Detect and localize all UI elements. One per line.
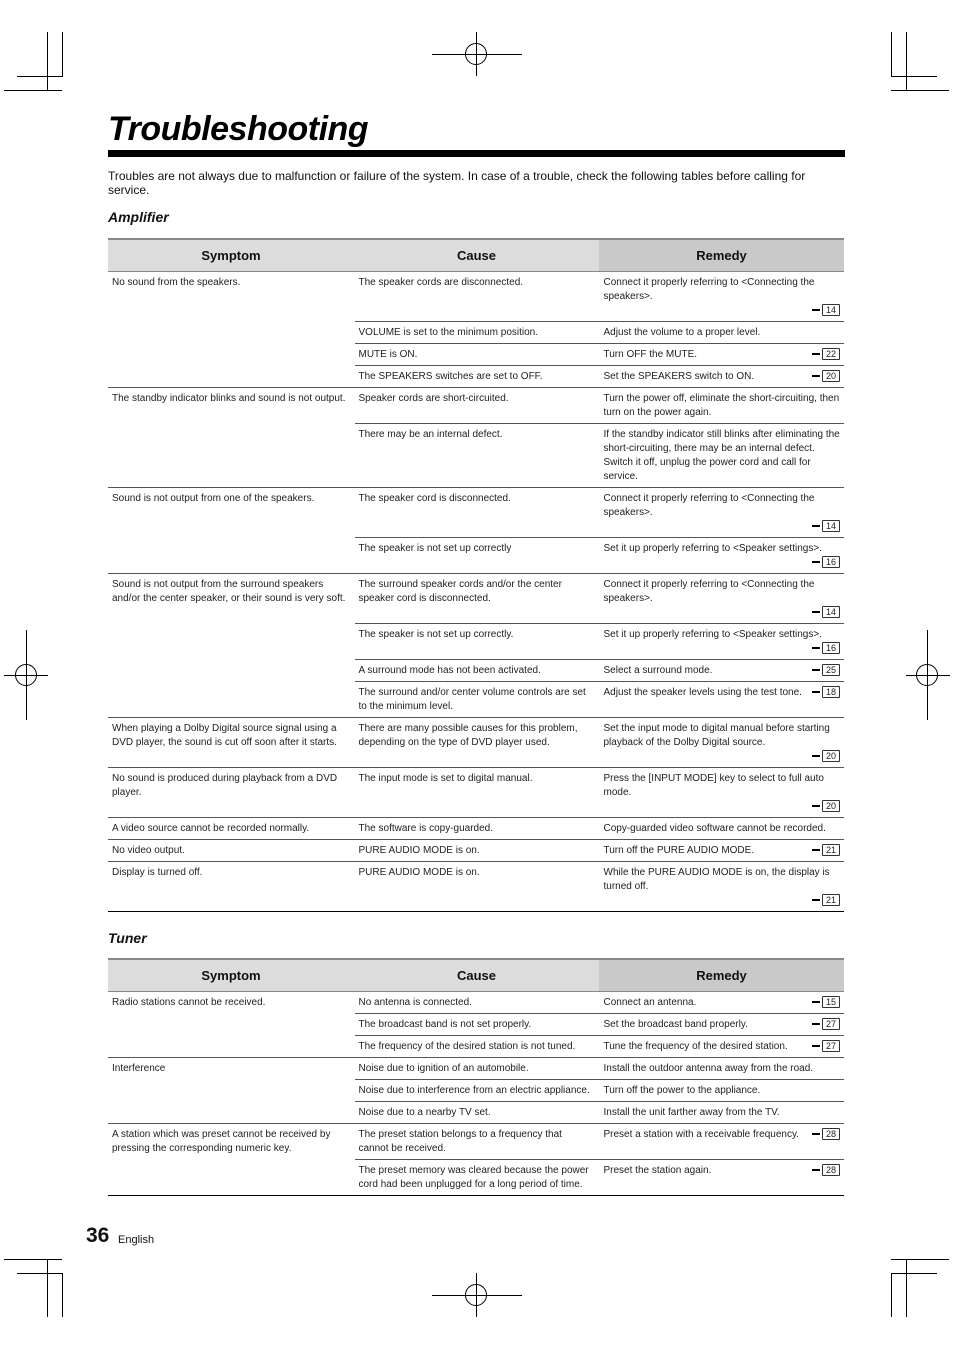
book-reference-icon: 14 xyxy=(822,606,840,618)
reference-dash-icon xyxy=(812,525,820,527)
reference-dash-icon xyxy=(812,805,820,807)
cause-cell: PURE AUDIO MODE is on. xyxy=(354,861,599,911)
symptom-cell: No video output. xyxy=(108,839,354,861)
page-reference xyxy=(604,520,841,534)
table-row xyxy=(108,717,844,767)
table-row xyxy=(108,1123,844,1159)
book-reference-icon: 28 xyxy=(822,1164,840,1176)
crop-mark xyxy=(891,32,892,76)
remedy-text: Set the broadcast band properly. xyxy=(603,1018,748,1030)
symptom-cell: When playing a Dolby Digital source signal using a DVD player, the sound is cut off soon after it starts. xyxy=(108,717,354,767)
remedy-text: Turn OFF the MUTE. xyxy=(603,348,698,360)
remedy-cell xyxy=(599,365,844,387)
remedy-cell xyxy=(599,1101,844,1123)
cause-cell: VOLUME is set to the minimum position. xyxy=(354,321,599,343)
symptom-cell: Sound is not output from one of the speakers. xyxy=(108,487,354,573)
table-row xyxy=(108,991,844,1013)
table-row xyxy=(108,271,844,321)
cause-cell: There may be an internal defect. xyxy=(354,423,599,487)
cause-cell: The input mode is set to digital manual. xyxy=(354,767,599,817)
reference-dash-icon xyxy=(812,647,820,649)
remedy-text: Connect it properly referring to <Connecting the speakers>. xyxy=(603,276,815,302)
crop-mark xyxy=(906,32,907,90)
reference-dash-icon xyxy=(812,669,820,671)
page-reference xyxy=(604,642,841,656)
remedy-text: Adjust the speaker levels using the test tone. xyxy=(603,686,802,698)
remedy-cell xyxy=(599,717,844,767)
cause-cell: Speaker cords are short-circuited. xyxy=(354,387,599,423)
cause-cell: The speaker cord is disconnected. xyxy=(354,487,599,537)
remedy-text: Turn the power off, eliminate the short-circuiting, then turn on the power again. xyxy=(603,392,840,418)
book-reference-icon: 20 xyxy=(822,750,840,762)
amplifier-table-body xyxy=(108,271,844,911)
crop-mark xyxy=(891,76,937,77)
table-header-row xyxy=(108,239,844,271)
cause-header: Cause xyxy=(354,959,599,991)
cause-cell: PURE AUDIO MODE is on. xyxy=(354,839,599,861)
reference-dash-icon xyxy=(812,1023,820,1025)
remedy-text: Connect an antenna. xyxy=(603,996,697,1008)
remedy-cell xyxy=(599,487,844,537)
crop-mark xyxy=(891,1273,937,1274)
crop-mark xyxy=(62,32,63,76)
crop-mark xyxy=(891,1259,949,1260)
book-reference-icon: 16 xyxy=(822,642,840,654)
remedy-text: Adjust the volume to a proper level. xyxy=(603,326,761,338)
cause-cell: The broadcast band is not set properly. xyxy=(354,1013,599,1035)
reference-dash-icon xyxy=(812,849,820,851)
page-reference xyxy=(812,1018,840,1032)
page-reference xyxy=(812,1128,840,1142)
cause-cell: The preset station belongs to a frequency that cannot be received. xyxy=(354,1123,599,1159)
crop-mark xyxy=(906,1259,907,1317)
page-language: English xyxy=(118,1234,155,1246)
book-reference-icon: 27 xyxy=(822,1018,840,1030)
crop-mark xyxy=(17,1273,63,1274)
table-row xyxy=(108,487,844,537)
book-reference-icon: 27 xyxy=(822,1040,840,1052)
cause-cell: There are many possible causes for this problem, depending on the type of DVD player used. xyxy=(354,717,599,767)
remedy-cell xyxy=(599,387,844,423)
symptom-cell: Radio stations cannot be received. xyxy=(108,991,354,1057)
book-reference-icon: 22 xyxy=(822,348,840,360)
cause-header: Cause xyxy=(354,239,599,271)
cause-cell: The speaker cords are disconnected. xyxy=(354,271,599,321)
page-reference xyxy=(812,996,840,1010)
symptom-cell: Interference xyxy=(108,1057,354,1123)
page-reference xyxy=(812,1164,840,1178)
cause-cell: The SPEAKERS switches are set to OFF. xyxy=(354,365,599,387)
page-reference xyxy=(604,304,841,318)
remedy-cell xyxy=(599,991,844,1013)
remedy-text: Preset a station with a receivable frequency. xyxy=(603,1128,799,1140)
cause-cell: No antenna is connected. xyxy=(354,991,599,1013)
page-number: 36 xyxy=(86,1224,110,1247)
symptom-cell: No sound is produced during playback from a DVD player. xyxy=(108,767,354,817)
remedy-text: Copy-guarded video software cannot be recorded. xyxy=(603,822,826,834)
cause-cell: The speaker is not set up correctly. xyxy=(354,623,599,659)
remedy-cell xyxy=(599,537,844,573)
book-reference-icon: 20 xyxy=(822,800,840,812)
table-header-row xyxy=(108,959,844,991)
reference-dash-icon xyxy=(812,309,820,311)
reference-dash-icon xyxy=(812,1045,820,1047)
remedy-cell xyxy=(599,1159,844,1195)
cause-cell: Noise due to ignition of an automobile. xyxy=(354,1057,599,1079)
page-reference xyxy=(812,348,840,362)
tuner-table xyxy=(108,958,844,1196)
remedy-text: Install the outdoor antenna away from the road. xyxy=(603,1062,814,1074)
page-reference xyxy=(812,1040,840,1054)
book-reference-icon: 14 xyxy=(822,304,840,316)
page-reference xyxy=(812,686,840,700)
cause-cell: The surround and/or center volume controls are set to the minimum level. xyxy=(354,681,599,717)
tuner-table-body xyxy=(108,991,844,1195)
remedy-text: Install the unit farther away from the TV. xyxy=(603,1106,780,1118)
crop-mark xyxy=(4,1259,62,1260)
remedy-text: Turn off the power to the appliance. xyxy=(603,1084,761,1096)
book-reference-icon: 14 xyxy=(822,520,840,532)
reference-dash-icon xyxy=(812,899,820,901)
cause-cell: The software is copy-guarded. xyxy=(354,817,599,839)
crop-mark xyxy=(47,1259,48,1317)
page-reference xyxy=(604,606,841,620)
symptom-cell: No sound from the speakers. xyxy=(108,271,354,387)
remedy-text: Tune the frequency of the desired station. xyxy=(603,1040,788,1052)
remedy-cell xyxy=(599,343,844,365)
crop-mark xyxy=(62,1273,63,1317)
remedy-cell xyxy=(599,839,844,861)
remedy-cell xyxy=(599,573,844,623)
remedy-cell xyxy=(599,623,844,659)
page-reference xyxy=(604,800,841,814)
table-row xyxy=(108,387,844,423)
reference-dash-icon xyxy=(812,691,820,693)
cause-cell: The speaker is not set up correctly xyxy=(354,537,599,573)
symptom-cell: The standby indicator blinks and sound is not output. xyxy=(108,387,354,487)
page-reference xyxy=(812,664,840,678)
remedy-cell xyxy=(599,817,844,839)
remedy-header: Remedy xyxy=(599,239,844,271)
reference-dash-icon xyxy=(812,1133,820,1135)
tuner-heading: Tuner xyxy=(108,930,147,946)
reference-dash-icon xyxy=(812,375,820,377)
remedy-text: Set the input mode to digital manual before starting playback of the Dolby Digital source. xyxy=(603,722,830,748)
cause-cell: The preset memory was cleared because the power cord had been unplugged for a long period of time. xyxy=(354,1159,599,1195)
reference-dash-icon xyxy=(812,755,820,757)
reference-dash-icon xyxy=(812,353,820,355)
remedy-text: Set the SPEAKERS switch to ON. xyxy=(603,370,755,382)
remedy-cell xyxy=(599,1035,844,1057)
table-row xyxy=(108,767,844,817)
book-reference-icon: 18 xyxy=(822,686,840,698)
reference-dash-icon xyxy=(812,561,820,563)
crop-mark xyxy=(17,76,63,77)
reference-dash-icon xyxy=(812,1169,820,1171)
crop-mark xyxy=(47,32,48,90)
crop-mark xyxy=(4,90,62,91)
book-reference-icon: 20 xyxy=(822,370,840,382)
remedy-cell xyxy=(599,321,844,343)
cause-cell: The frequency of the desired station is not tuned. xyxy=(354,1035,599,1057)
page-reference xyxy=(604,894,841,908)
page-title: Troubleshooting xyxy=(108,110,369,148)
remedy-text: Connect it properly referring to <Connecting the speakers>. xyxy=(603,578,815,604)
reference-dash-icon xyxy=(812,1001,820,1003)
book-reference-icon: 15 xyxy=(822,996,840,1008)
page-reference xyxy=(812,844,840,858)
remedy-cell xyxy=(599,767,844,817)
remedy-text: Set it up properly referring to <Speaker settings>. xyxy=(603,628,822,640)
remedy-cell xyxy=(599,681,844,717)
symptom-cell: Sound is not output from the surround speakers and/or the center speaker, or their sound is very soft. xyxy=(108,573,354,717)
remedy-cell xyxy=(599,1013,844,1035)
reference-dash-icon xyxy=(812,611,820,613)
crop-mark xyxy=(891,90,949,91)
cause-cell: Noise due to interference from an electric appliance. xyxy=(354,1079,599,1101)
cause-cell: A surround mode has not been activated. xyxy=(354,659,599,681)
table-row xyxy=(108,817,844,839)
book-reference-icon: 21 xyxy=(822,844,840,856)
symptom-header: Symptom xyxy=(108,239,354,271)
remedy-text: Preset the station again. xyxy=(603,1164,712,1176)
book-reference-icon: 28 xyxy=(822,1128,840,1140)
table-row xyxy=(108,861,844,911)
title-rule xyxy=(108,150,845,157)
intro-text: Troubles are not always due to malfunction or failure of the system. In case of a trouble, check the following tables before calling for service. xyxy=(108,169,806,197)
remedy-cell xyxy=(599,861,844,911)
symptom-cell: A video source cannot be recorded normally. xyxy=(108,817,354,839)
remedy-text: Press the [INPUT MODE] key to select to full auto mode. xyxy=(603,772,824,798)
remedy-text: Connect it properly referring to <Connecting the speakers>. xyxy=(603,492,815,518)
remedy-text: Turn off the PURE AUDIO MODE. xyxy=(603,844,755,856)
page-reference xyxy=(604,556,841,570)
symptom-cell: Display is turned off. xyxy=(108,861,354,911)
amplifier-table xyxy=(108,238,844,912)
table-row xyxy=(108,573,844,623)
amplifier-heading: Amplifier xyxy=(108,209,169,225)
remedy-text: While the PURE AUDIO MODE is on, the display is turned off. xyxy=(603,866,830,892)
table-row xyxy=(108,839,844,861)
remedy-text: Set it up properly referring to <Speaker settings>. xyxy=(603,542,822,554)
remedy-cell xyxy=(599,1079,844,1101)
remedy-text: If the standby indicator still blinks after eliminating the short-circuiting, there may be an internal defect. Switch it off, unplug the power cord and call for service. xyxy=(603,428,840,482)
remedy-cell xyxy=(599,1057,844,1079)
page-reference xyxy=(604,750,841,764)
remedy-cell xyxy=(599,423,844,487)
table-row xyxy=(108,1057,844,1079)
remedy-cell xyxy=(599,271,844,321)
cause-cell: Noise due to a nearby TV set. xyxy=(354,1101,599,1123)
book-reference-icon: 16 xyxy=(822,556,840,568)
book-reference-icon: 25 xyxy=(822,664,840,676)
remedy-cell xyxy=(599,1123,844,1159)
cause-cell: MUTE is ON. xyxy=(354,343,599,365)
crop-mark xyxy=(891,1273,892,1317)
page-reference xyxy=(812,370,840,384)
book-reference-icon: 21 xyxy=(822,894,840,906)
cause-cell: The surround speaker cords and/or the center speaker cord is disconnected. xyxy=(354,573,599,623)
remedy-header: Remedy xyxy=(599,959,844,991)
remedy-cell xyxy=(599,659,844,681)
symptom-cell: A station which was preset cannot be received by pressing the corresponding numeric key. xyxy=(108,1123,354,1195)
remedy-text: Select a surround mode. xyxy=(603,664,713,676)
symptom-header: Symptom xyxy=(108,959,354,991)
